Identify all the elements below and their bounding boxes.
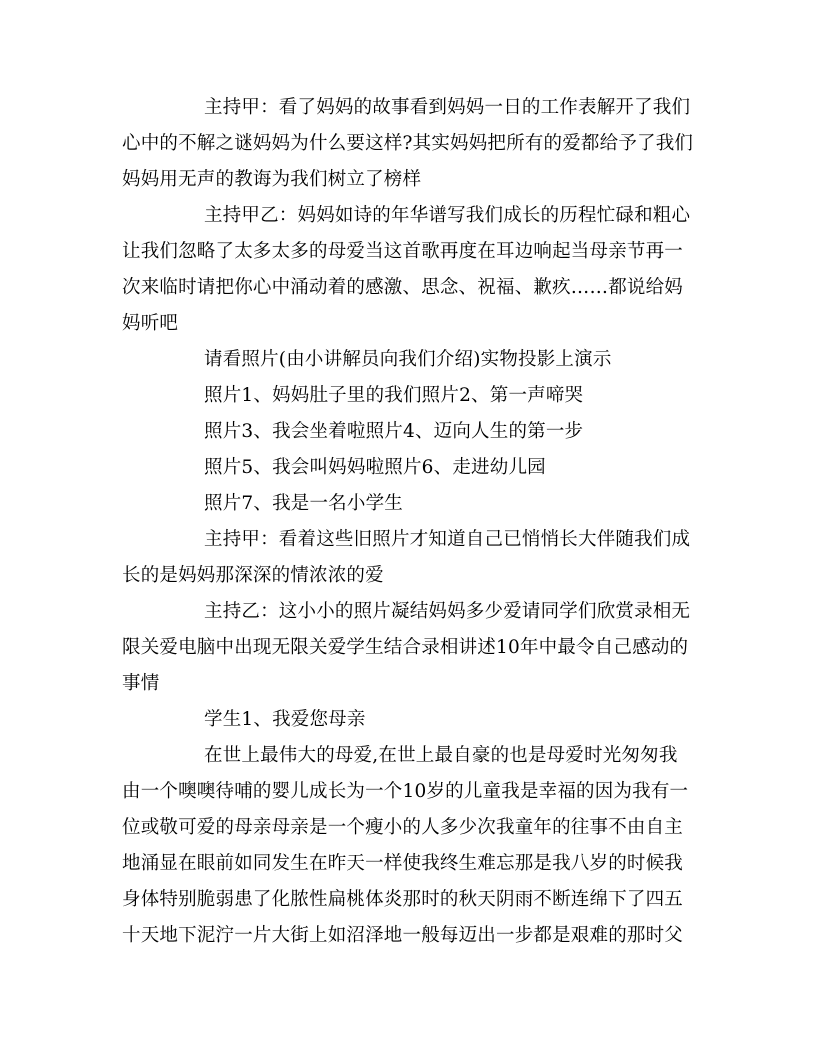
paragraph-line: 限关爱电脑中出现无限关爱学生结合录相讲述10年中最令自己感动的 xyxy=(122,637,689,658)
paragraph-line: 事情 xyxy=(122,673,160,694)
paragraph-line: 地涌显在眼前如同发生在昨天一样使我终生难忘那是我八岁的时候我 xyxy=(122,853,684,874)
paragraph-line: 照片3、我会坐着啦照片4、迈向人生的第一步 xyxy=(204,421,584,442)
paragraph-line: 身体特别脆弱患了化脓性扁桃体炎那时的秋天阴雨不断连绵下了四五 xyxy=(122,889,684,910)
paragraph-line: 主持甲乙：妈妈如诗的年华谱写我们成长的历程忙碌和粗心 xyxy=(204,205,691,226)
paragraph-line: 让我们忽略了太多太多的母爱当这首歌再度在耳边响起当母亲节再一 xyxy=(122,241,684,262)
paragraph-line: 主持甲：看了妈妈的故事看到妈妈一日的工作表解开了我们 xyxy=(204,97,691,118)
paragraph-line: 妈妈用无声的教诲为我们树立了榜样 xyxy=(122,169,422,190)
paragraph-line: 位或敬可爱的母亲母亲是一个瘦小的人多少次我童年的往事不由自主 xyxy=(122,817,684,838)
paragraph-line: 主持乙：这小小的照片凝结妈妈多少爱请同学们欣赏录相无 xyxy=(204,601,691,622)
paragraph-line: 照片5、我会叫妈妈啦照片6、走进幼儿园 xyxy=(204,457,546,478)
paragraph-line: 由一个噢噢待哺的婴儿成长为一个10岁的儿童我是幸福的因为我有一 xyxy=(122,781,689,802)
paragraph-line: 在世上最伟大的母爱,在世上最自豪的也是母爱时光匆匆我 xyxy=(204,745,678,766)
paragraph-line: 心中的不解之谜妈妈为什么要这样?其实妈妈把所有的爱都给予了我们 xyxy=(122,133,694,154)
paragraph-line: 请看照片(由小讲解员向我们介绍)实物投影上演示 xyxy=(204,349,612,370)
paragraph-line: 长的是妈妈那深深的情浓浓的爱 xyxy=(122,565,384,586)
paragraph-line: 次来临时请把你心中涌动着的感激、思念、祝福、歉疚……都说给妈 xyxy=(122,277,684,298)
paragraph-line: 主持甲：看着这些旧照片才知道自己已悄悄长大伴随我们成 xyxy=(204,529,691,550)
paragraph-line: 十天地下泥泞一片大街上如沼泽地一般每迈出一步都是艰难的那时父 xyxy=(122,925,684,946)
paragraph-line: 学生1、我爱您母亲 xyxy=(204,709,366,730)
paragraph-line: 妈听吧 xyxy=(122,313,179,334)
document-body xyxy=(122,90,702,954)
paragraph-line: 照片7、我是一名小学生 xyxy=(204,493,403,514)
paragraph-line: 照片1、妈妈肚子里的我们照片2、第一声啼哭 xyxy=(204,385,584,406)
